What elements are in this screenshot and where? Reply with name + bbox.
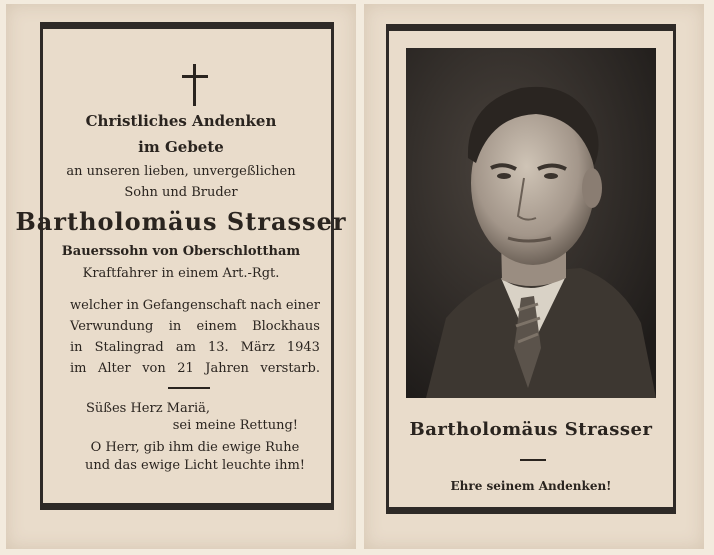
body-line-3 — [70, 340, 320, 355]
motto-text: Ehre seinem Andenken! — [450, 479, 612, 493]
body-word: nach — [250, 298, 282, 313]
intro-line-2: Sohn und Bruder — [124, 185, 238, 200]
body-word: in — [70, 340, 83, 355]
body-word: 21 — [177, 361, 194, 376]
section-divider — [168, 387, 210, 389]
prayer-line-3: O Herr, gib ihm die ewige Ruhe — [90, 440, 300, 455]
body-word: verstarb. — [260, 361, 320, 376]
deceased-name: Bartholomäus Strasser — [15, 207, 347, 236]
body-word: Stalingrad — [94, 340, 164, 355]
body-word: von — [142, 361, 166, 376]
body-word: Verwundung — [70, 319, 154, 334]
intro-line-1: an unseren lieben, unvergeßlichen — [66, 164, 296, 179]
body-word: einem — [196, 319, 237, 334]
heading-line-1: Christliches Andenken — [85, 112, 277, 130]
body-word: 1943 — [286, 340, 320, 355]
body-word: in — [126, 298, 139, 313]
body-word: in — [168, 319, 182, 334]
portrait-illustration — [406, 48, 656, 398]
portrait-caption-name: Bartholomäus Strasser — [409, 419, 653, 440]
body-word: im — [70, 361, 87, 376]
body-word: 13. — [207, 340, 229, 355]
origin-line: Bauerssohn von Oberschlottham — [61, 244, 301, 259]
occupation-line: Kraftfahrer in einem Art.-Rgt. — [82, 266, 280, 281]
heading-line-2: im Gebete — [138, 138, 224, 156]
body-word: welcher — [70, 298, 123, 313]
prayer-line-1: Süßes Herz Mariä, — [86, 401, 211, 416]
body-word: am — [175, 340, 196, 355]
memorial-card-right-panel — [364, 4, 704, 549]
body-word: März — [240, 340, 275, 355]
caption-divider — [520, 459, 546, 461]
body-line-4 — [70, 361, 320, 376]
prayer-line-4: und das ewige Licht leuchte ihm! — [84, 458, 305, 473]
body-word: Blockhaus — [252, 319, 320, 334]
memorial-card-left-panel — [6, 4, 356, 549]
body-line-1 — [70, 298, 320, 313]
cross-icon — [178, 64, 212, 108]
portrait-photo — [406, 48, 656, 398]
body-word: Jahren — [205, 361, 249, 376]
body-word: Gefangenschaft — [142, 298, 247, 313]
body-word: Alter — [98, 361, 131, 376]
body-word: einer — [285, 298, 320, 313]
prayer-line-2: sei meine Rettung! — [172, 418, 298, 433]
body-line-2 — [70, 319, 320, 334]
